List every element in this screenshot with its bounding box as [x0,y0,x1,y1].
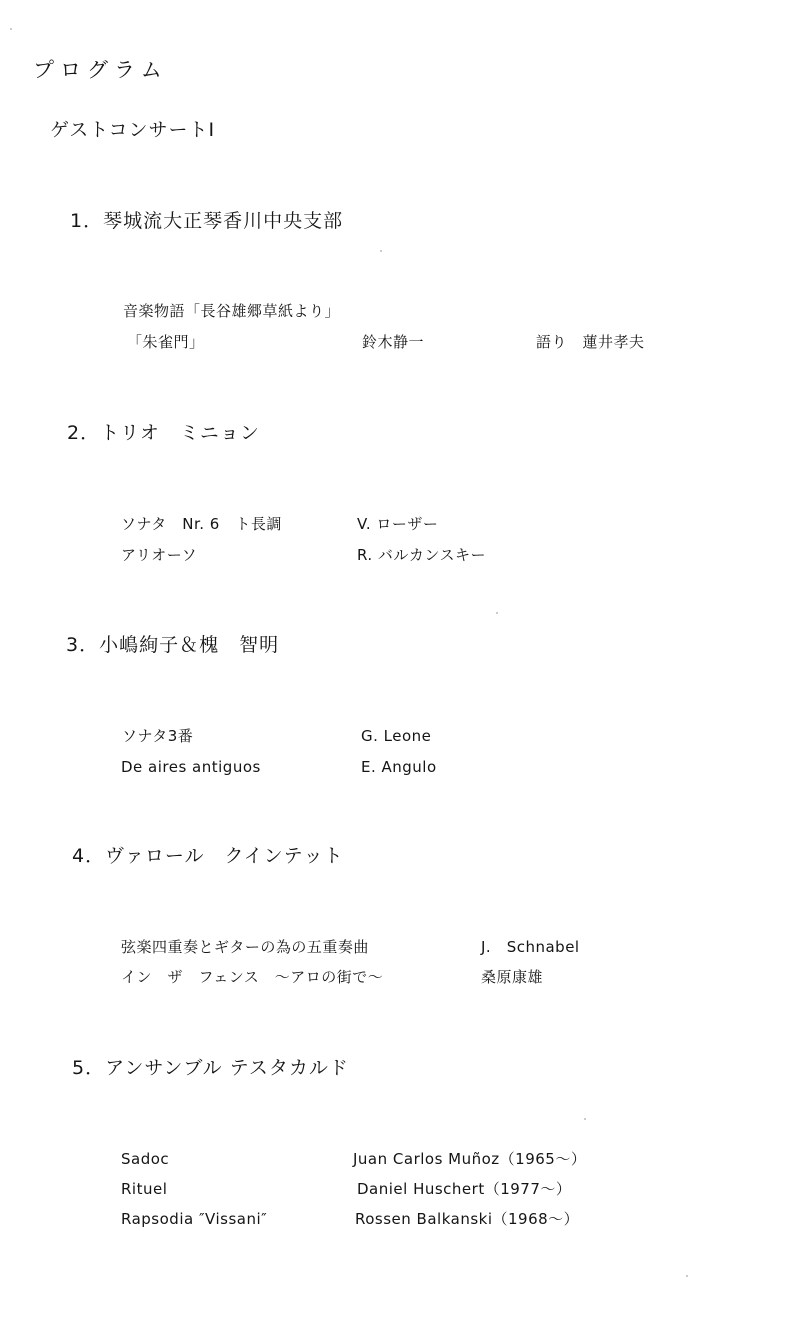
composer: J. Schnabel [481,938,580,956]
section-heading: 3．小嶋絢子＆槐 智明 [66,634,280,656]
composer: E. Angulo [361,758,437,776]
subtitle: ゲストコンサートⅠ [50,119,216,141]
scan-speck [686,1275,688,1277]
section-heading: 1．琴城流大正琴香川中央支部 [70,210,344,232]
piece-title: ソナタ3番 [122,727,194,745]
composer: V. ローザー [357,515,439,533]
section-heading: 2．トリオ ミニョン [67,422,260,444]
scan-speck [380,250,382,252]
composer: 鈴木静一 [362,333,425,351]
piece-title: アリオーソ [121,546,198,564]
program-title: プログラム [33,58,168,82]
section-heading: 5．アンサンブル テスタカルド [72,1057,349,1079]
piece-title: イン ザ フェンス ～アロの街で～ [121,968,384,986]
narrator: 語り 蓮井孝夫 [536,333,645,351]
piece-title: Rapsodia ″Vissani″ [121,1210,268,1228]
composer: R. バルカンスキー [357,546,486,564]
composer: Rossen Balkanski（1968～） [355,1210,580,1228]
piece-title: ソナタ Nr. 6 ト長調 [121,515,282,533]
composer: Daniel Huschert（1977～） [357,1180,572,1198]
piece-title: Rituel [121,1180,168,1198]
composer: 桑原康雄 [481,968,544,986]
scan-speck [496,612,498,614]
section-heading: 4．ヴァロール クインテット [72,845,344,867]
composer: G. Leone [361,727,432,745]
piece-title: 弦楽四重奏とギターの為の五重奏曲 [121,938,369,956]
composer: Juan Carlos Muñoz（1965～） [353,1150,587,1168]
piece-title: De aires antiguos [121,758,261,776]
piece-title: 「朱雀門」 [127,333,205,351]
scan-speck [10,28,12,30]
piece-title: 音楽物語「長谷雄郷草紙より」 [123,302,341,320]
piece-title: Sadoc [121,1150,170,1168]
scan-speck [584,1118,586,1120]
